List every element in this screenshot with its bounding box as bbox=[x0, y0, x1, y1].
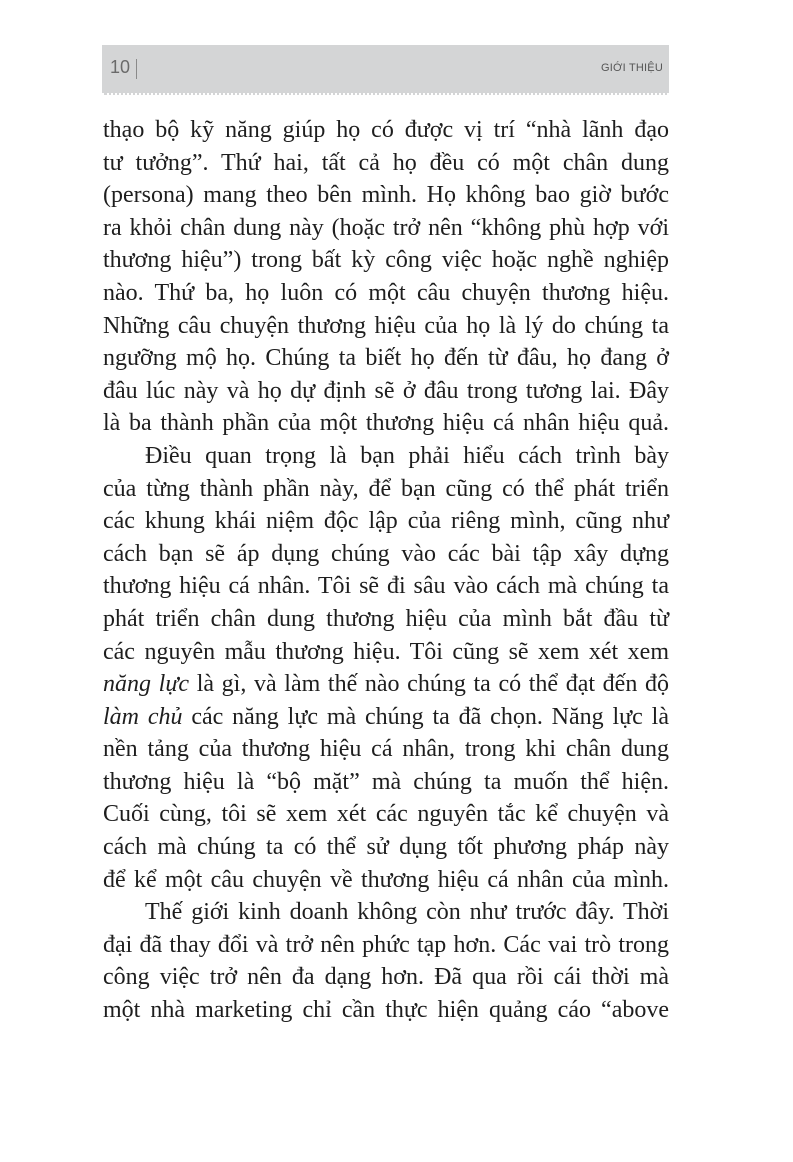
text-line bbox=[103, 798, 669, 831]
text-line bbox=[103, 864, 669, 897]
text-segment: các nguyên mẫu thương hiệu. Tôi cũng sẽ xem xét xem bbox=[103, 638, 669, 665]
text-segment: Điều quan trọng là bạn phải hiểu cách trình bày bbox=[145, 442, 669, 469]
text-segment: để kể một câu chuyện về thương hiệu cá nhân của mình. bbox=[103, 866, 669, 893]
text-line bbox=[103, 636, 669, 669]
text-line bbox=[103, 310, 669, 343]
text-line bbox=[103, 896, 669, 929]
text-line bbox=[103, 473, 669, 506]
text-segment: công việc trở nên đa dạng hơn. Đã qua rồi cái thời mà bbox=[103, 964, 669, 991]
text-segment: cách bạn sẽ áp dụng chúng vào các bài tập xây dựng bbox=[103, 540, 669, 567]
running-header bbox=[102, 45, 669, 95]
paragraph bbox=[103, 114, 669, 440]
text-line bbox=[103, 407, 669, 440]
text-segment: các năng lực mà chúng ta đã chọn. Năng lực là bbox=[182, 703, 669, 730]
text-line bbox=[103, 570, 669, 603]
text-line bbox=[103, 668, 669, 701]
chapter-title: GIỚI THIỆU bbox=[601, 62, 663, 74]
body-text bbox=[103, 114, 669, 1027]
text-segment: là gì, và làm thế nào chúng ta có thể đạt đến độ bbox=[189, 671, 669, 698]
text-segment: của từng thành phần này, để bạn cũng có thể phát triển bbox=[103, 475, 669, 502]
text-line bbox=[103, 701, 669, 734]
text-segment: (persona) mang theo bên mình. Họ không bao giờ bước bbox=[103, 182, 669, 209]
text-segment: cách mà chúng ta có thể sử dụng tốt phương pháp này bbox=[103, 834, 669, 861]
text-segment: nào. Thứ ba, họ luôn có một câu chuyện thương hiệu. bbox=[103, 279, 669, 306]
text-line bbox=[103, 994, 669, 1027]
page-number: 10 bbox=[110, 57, 131, 77]
paragraph bbox=[103, 896, 669, 1026]
paragraph bbox=[103, 440, 669, 896]
text-segment: thương hiệu là “bộ mặt” mà chúng ta muốn thể hiện. bbox=[103, 768, 669, 795]
text-line bbox=[103, 961, 669, 994]
text-segment: nền tảng của thương hiệu cá nhân, trong khi chân dung bbox=[103, 736, 669, 763]
text-segment: thạo bộ kỹ năng giúp họ có được vị trí “nhà lãnh đạo bbox=[103, 117, 669, 143]
text-segment: ra khỏi chân dung này (hoặc trở nên “không phù hợp với bbox=[103, 214, 669, 241]
text-line bbox=[103, 147, 669, 180]
text-segment: các khung khái niệm độc lập của riêng mình, cũng như bbox=[103, 508, 669, 535]
text-segment: thương hiệu cá nhân. Tôi sẽ đi sâu vào cách mà chúng ta bbox=[103, 573, 669, 600]
text-line bbox=[103, 733, 669, 766]
text-line bbox=[103, 505, 669, 538]
italic-term: năng lực bbox=[103, 671, 190, 698]
text-line bbox=[103, 212, 669, 245]
header-divider bbox=[136, 59, 137, 79]
text-line bbox=[103, 375, 669, 408]
text-segment: phát triển chân dung thương hiệu của mình bắt đầu từ bbox=[103, 605, 669, 632]
text-segment: Cuối cùng, tôi sẽ xem xét các nguyên tắc kể chuyện và bbox=[103, 801, 669, 828]
text-segment: là ba thành phần của một thương hiệu cá nhân hiệu quả. bbox=[103, 410, 669, 437]
text-line bbox=[103, 244, 669, 277]
text-line bbox=[103, 831, 669, 864]
text-segment: ngưỡng mộ họ. Chúng ta biết họ đến từ đâu, họ đang ở bbox=[103, 345, 669, 372]
text-line bbox=[103, 766, 669, 799]
text-line bbox=[103, 342, 669, 375]
text-line bbox=[103, 538, 669, 571]
text-line bbox=[103, 179, 669, 212]
text-segment: tư tưởng”. Thứ hai, tất cả họ đều có một chân dung bbox=[103, 149, 669, 176]
text-line bbox=[103, 114, 669, 147]
text-segment: đại đã thay đổi và trở nên phức tạp hơn. Các vai trò trong bbox=[103, 931, 669, 958]
text-line bbox=[103, 603, 669, 636]
text-segment: đâu lúc này và họ dự định sẽ ở đâu trong tương lai. Đây bbox=[103, 377, 669, 404]
text-segment: thương hiệu”) trong bất kỳ công việc hoặc nghề nghiệp bbox=[103, 247, 669, 274]
text-line bbox=[103, 929, 669, 962]
text-segment: Những câu chuyện thương hiệu của họ là lý do chúng ta bbox=[103, 312, 669, 339]
text-line bbox=[103, 277, 669, 310]
italic-term: làm chủ bbox=[103, 703, 183, 730]
text-line bbox=[103, 440, 669, 473]
text-segment: Thế giới kinh doanh không còn như trước đây. Thời bbox=[145, 899, 669, 926]
text-segment: một nhà marketing chỉ cần thực hiện quảng cáo “above bbox=[103, 997, 669, 1024]
